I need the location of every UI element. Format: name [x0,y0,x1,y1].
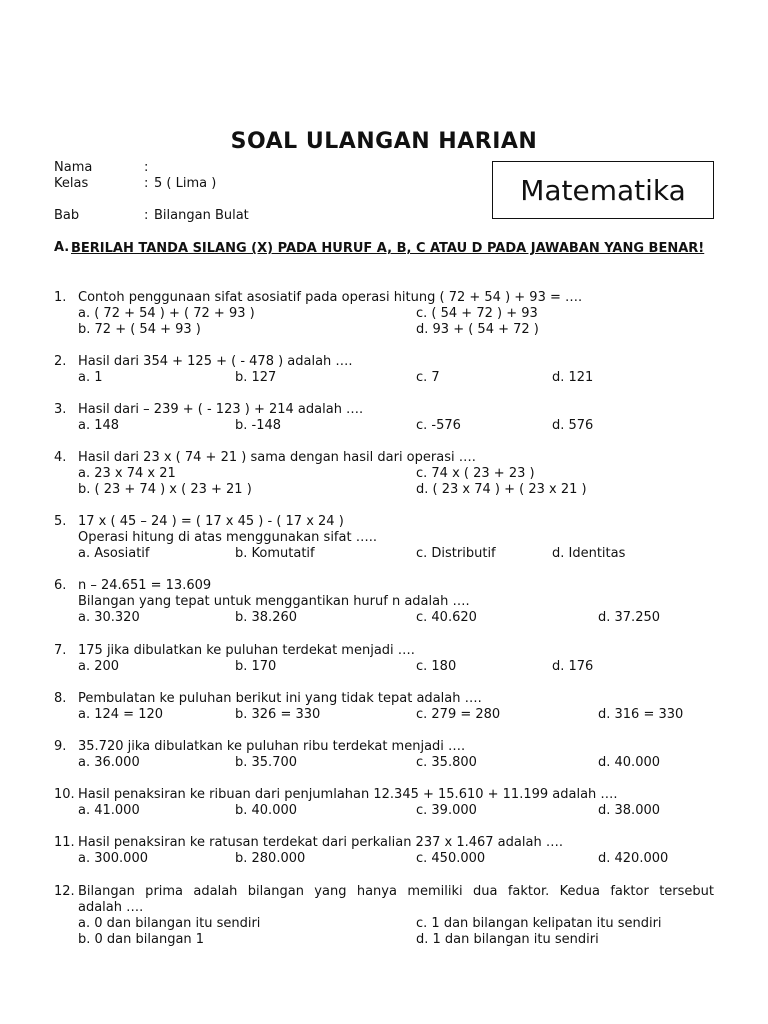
question-text: Hasil dari – 239 + ( - 123 ) + 214 adalah …. [78,402,364,417]
answer-option-d[interactable]: d. 121 [552,370,594,385]
question-text: Bilangan prima adalah bilangan yang hanya memiliki dua faktor. Kedua faktor tersebut [78,884,714,899]
answer-option-d[interactable]: d. 40.000 [598,755,661,770]
answer-option-d[interactable]: d. 420.000 [598,851,669,866]
question-number: 9. [54,739,67,754]
answer-option-a[interactable]: a. 1 [78,370,103,385]
answer-option-c[interactable]: c. 1 dan bilangan kelipatan itu sendiri [416,916,662,931]
answer-option-c[interactable]: c. 279 = 280 [416,707,501,722]
question-text: Hasil dari 354 + 125 + ( - 478 ) adalah …. [78,354,353,369]
answer-option-d[interactable]: d. 93 + ( 54 + 72 ) [416,322,539,337]
answer-option-b[interactable]: b. 72 + ( 54 + 93 ) [78,322,201,337]
question-number: 6. [54,578,67,593]
answer-option-a[interactable]: a. 36.000 [78,755,140,770]
field-label: Nama [54,160,93,175]
answer-option-d[interactable]: d. 576 [552,418,594,433]
answer-option-c[interactable]: c. 39.000 [416,803,477,818]
answer-option-b[interactable]: b. 0 dan bilangan 1 [78,932,205,947]
answer-option-d[interactable]: d. ( 23 x 74 ) + ( 23 x 21 ) [416,482,587,497]
question-number: 12. [54,884,75,899]
question-text: 17 x ( 45 – 24 ) = ( 17 x 45 ) - ( 17 x 24 ) [78,514,344,529]
answer-option-b[interactable]: b. 38.260 [235,610,298,625]
question-5 [54,514,714,574]
answer-option-c[interactable]: c. -576 [416,418,461,433]
answer-option-a[interactable]: a. Asosiatif [78,546,150,561]
field-nama [54,160,474,176]
field-kelas [54,176,474,192]
answer-option-b[interactable]: b. 280.000 [235,851,306,866]
answer-option-d[interactable]: d. 316 = 330 [598,707,684,722]
answer-option-b[interactable]: b. 35.700 [235,755,298,770]
answer-option-d[interactable]: d. 38.000 [598,803,661,818]
question-number: 10. [54,787,75,802]
subject-box: Matematika [492,161,714,219]
answer-option-a[interactable]: a. 30.320 [78,610,140,625]
answer-option-c[interactable]: c. 74 x ( 23 + 23 ) [416,466,535,481]
page-title: SOAL ULANGAN HARIAN [230,129,538,154]
field-label: Kelas [54,176,89,191]
question-text: Contoh penggunaan sifat asosiatif pada operasi hitung ( 72 + 54 ) + 93 = …. [78,290,583,305]
answer-option-a[interactable]: a. 41.000 [78,803,140,818]
answer-option-c[interactable]: c. 7 [416,370,440,385]
answer-option-c[interactable]: c. 35.800 [416,755,477,770]
answer-option-c[interactable]: c. Distributif [416,546,496,561]
question-text: 35.720 jika dibulatkan ke puluhan ribu terdekat menjadi …. [78,739,466,754]
answer-option-c[interactable]: c. ( 54 + 72 ) + 93 [416,306,538,321]
answer-option-d[interactable]: d. Identitas [552,546,626,561]
answer-option-b[interactable]: b. Komutatif [235,546,315,561]
answer-option-d[interactable]: d. 1 dan bilangan itu sendiri [416,932,599,947]
question-text: Bilangan yang tepat untuk menggantikan huruf n adalah …. [78,594,470,609]
answer-option-b[interactable]: b. -148 [235,418,282,433]
question-text: 175 jika dibulatkan ke puluhan terdekat menjadi …. [78,643,415,658]
answer-option-a[interactable]: a. 0 dan bilangan itu sendiri [78,916,261,931]
question-text: Pembulatan ke puluhan berikut ini yang tidak tepat adalah …. [78,691,482,706]
question-4 [54,450,714,510]
answer-option-c[interactable]: c. 180 [416,659,457,674]
answer-option-a[interactable]: a. 124 = 120 [78,707,164,722]
question-6 [54,578,714,638]
answer-option-b[interactable]: b. 127 [235,370,277,385]
question-text: adalah …. [78,900,144,915]
question-number: 5. [54,514,67,529]
section-letter: A. [54,240,70,255]
answer-option-a[interactable]: a. 23 x 74 x 21 [78,466,176,481]
field-colon: : [144,176,149,191]
question-text: Hasil penaksiran ke ratusan terdekat dari perkalian 237 x 1.467 adalah …. [78,835,563,850]
question-1 [54,290,714,350]
question-12 [54,884,714,947]
answer-option-c[interactable]: c. 40.620 [416,610,477,625]
answer-option-b[interactable]: b. 326 = 330 [235,707,321,722]
instruction-text: BERILAH TANDA SILANG (X) PADA HURUF A, B, C ATAU D PADA JAWABAN YANG BENAR! [71,241,705,256]
question-text: Operasi hitung di atas menggunakan sifat ….. [78,530,377,545]
answer-option-b[interactable]: b. ( 23 + 74 ) x ( 23 + 21 ) [78,482,252,497]
answer-option-d[interactable]: d. 37.250 [598,610,661,625]
question-text: Hasil dari 23 x ( 74 + 21 ) sama dengan hasil dari operasi …. [78,450,476,465]
field-value: Bilangan Bulat [154,208,249,223]
question-number: 4. [54,450,67,465]
question-number: 8. [54,691,67,706]
question-text: Hasil penaksiran ke ribuan dari penjumlahan 12.345 + 15.610 + 11.199 adalah …. [78,787,618,802]
answer-option-d[interactable]: d. 176 [552,659,594,674]
field-label: Bab [54,208,80,223]
field-bab [54,208,474,224]
answer-option-c[interactable]: c. 450.000 [416,851,486,866]
question-number: 2. [54,354,67,369]
field-colon: : [144,208,149,223]
question-number: 1. [54,290,67,305]
question-text: n – 24.651 = 13.609 [78,578,212,593]
field-colon: : [144,160,149,175]
answer-option-b[interactable]: b. 40.000 [235,803,298,818]
answer-option-b[interactable]: b. 170 [235,659,277,674]
answer-option-a[interactable]: a. 148 [78,418,120,433]
question-number: 7. [54,643,67,658]
answer-option-a[interactable]: a. ( 72 + 54 ) + ( 72 + 93 ) [78,306,255,321]
question-number: 11. [54,835,75,850]
answer-option-a[interactable]: a. 300.000 [78,851,148,866]
field-value: 5 ( Lima ) [154,176,217,191]
answer-option-a[interactable]: a. 200 [78,659,120,674]
question-number: 3. [54,402,67,417]
